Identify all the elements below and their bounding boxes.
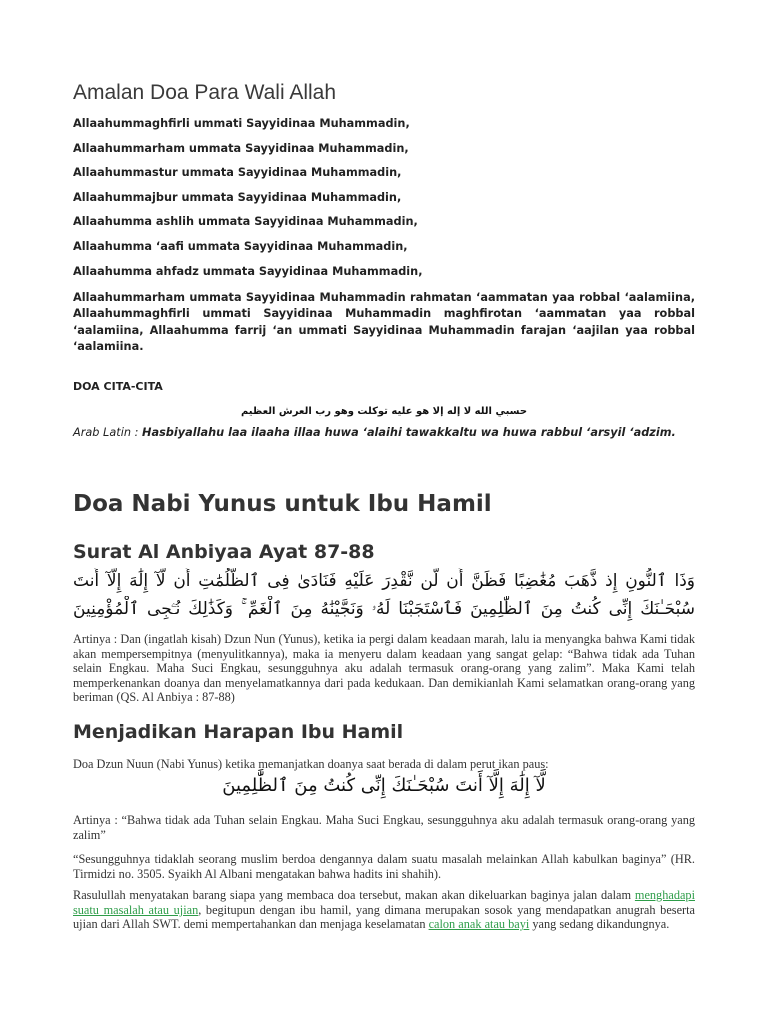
harapan-quote: “Sesungguhnya tidaklah seorang muslim berdoa dengannya dalam suatu masalah melainkan Allah kabulkan baginya” (HR. Tirmidzi no. 3505. Syaikh Al Albani mengatakan bahwa hadits ini shahih). [73, 852, 695, 881]
amalan-line: Allaahumma ashlih ummata Sayyidinaa Muhammadin, [73, 215, 418, 228]
cita-title: DOA CITA-CITA [73, 380, 163, 393]
amalan-line: Allaahummarham ummata Sayyidinaa Muhammadin, [73, 142, 409, 155]
yunus-arabic-line-1: وَذَا ٱلنُّونِ إِذ ذَّهَبَ مُغَٰضِبًا فَظَنَّ أَن لَّن نَّقْدِرَ عَلَيْهِ فَنَادَىٰ فِى ٱلظُّلُمَٰتِ أَن لَّآ إِلَٰهَ إِلَّآ أَنتَ [73, 571, 695, 591]
amalan-closing: Allaahummarham ummata Sayyidinaa Muhammadin rahmatan ‘aammatan yaa robbal ‘aalamiina, Allaahummaghfirli ummati Sayyidinaa Muhammadin maghfirotan ‘aammatan yaa robbal ‘aalamiina, Allaahumma farrij ‘an ummati Sayyidinaa Muhammadin farajan ‘aajilan yaa robbal ‘aalamiina. [73, 291, 695, 354]
link-menghadapi-masalah[interactable]: menghadapi suatu masalah atau ujian [73, 888, 695, 917]
harapan-artinya: Artinya : “Bahwa tidak ada Tuhan selain Engkau. Maha Suci Engkau, sesungguhnya aku adalah termasuk orang-orang yang zalim” [73, 813, 695, 842]
harapan-paragraph-text: Rasulullah menyatakan barang siapa yang membaca doa tersebut, makan akan dikeluarkan baginya jalan dalam [73, 888, 635, 902]
link-calon-anak[interactable]: calon anak atau bayi [428, 917, 530, 932]
harapan-intro: Doa Dzun Nuun (Nabi Yunus) ketika memanjatkan doanya saat berada di dalam perut ikan paus: [73, 757, 549, 771]
amalan-line: Allaahumma ahfadz ummata Sayyidinaa Muhammadin, [73, 265, 423, 278]
harapan-paragraph [73, 888, 695, 932]
cita-latin-label: Arab Latin : [73, 426, 142, 439]
amalan-line: Allaahummaghfirli ummati Sayyidinaa Muhammadin, [73, 117, 410, 130]
harapan-title: Menjadikan Harapan Ibu Hamil [73, 721, 404, 743]
cita-latin [73, 425, 695, 440]
yunus-arabic-line-2: سُبْحَـٰنَكَ إِنِّى كُنتُ مِنَ ٱلظَّٰلِمِينَ فَٱسْتَجَبْنَا لَهُۥ وَنَجَّيْنَٰهُ مِنَ ٱلْغَمِّ ۚ وَكَذَٰلِكَ نُـۧجِى ٱلْمُؤْمِنِينَ [73, 599, 695, 619]
harapan-paragraph-text: yang sedang dikandungnya. [529, 917, 670, 932]
harapan-paragraph-text: , begitupun dengan ibu hamil, yang dimana merupakan sosok yang mendapatkan anugrah beserta ujian dari Allah SWT. demi mempertahankan dan menjaga keselamatan [73, 902, 695, 932]
cita-arabic: حسبي الله لا إله إلا هو عليه توكلت وهو رب العرش العظيم [240, 406, 528, 417]
yunus-title: Doa Nabi Yunus untuk Ibu Hamil [73, 491, 492, 517]
yunus-subtitle: Surat Al Anbiyaa Ayat 87-88 [73, 541, 375, 563]
amalan-title: Amalan Doa Para Wali Allah [73, 81, 337, 104]
harapan-arabic: لَّآ إِلَٰهَ إِلَّآ أَنتَ سُبْحَـٰنَكَ إِنِّى كُنتُ مِنَ ٱلظَّٰلِمِينَ [222, 775, 546, 796]
yunus-artinya: Artinya : Dan (ingatlah kisah) Dzun Nun (Yunus), ketika ia pergi dalam keadaan marah, lalu ia menyangka bahwa Kami tidak akan mempersempitnya (menyulitkannya), maka ia menyeru dalam keadaan yang sangat gelap: “Bahwa tidak ada Tuhan selain Engkau. Maha Suci Engkau, sesungguhnya aku adalah termasuk orang-orang yang zalim”. Maka Kami telah memperkenankan doanya dan menyelamatkannya dari pada kedukaan. Dan demikianlah Kami selamatkan orang-orang yang beriman (QS. Al Anbiya : 87-88) [73, 632, 695, 705]
amalan-line: Allaahumma ‘aafi ummata Sayyidinaa Muhammadin, [73, 240, 408, 253]
amalan-line: Allaahummastur ummata Sayyidinaa Muhammadin, [73, 166, 402, 179]
cita-latin-text: Hasbiyallahu laa ilaaha illaa huwa ‘alaihi tawakkaltu wa huwa rabbul ‘arsyil ‘adzim. [142, 426, 676, 439]
amalan-line: Allaahummajbur ummata Sayyidinaa Muhammadin, [73, 191, 402, 204]
